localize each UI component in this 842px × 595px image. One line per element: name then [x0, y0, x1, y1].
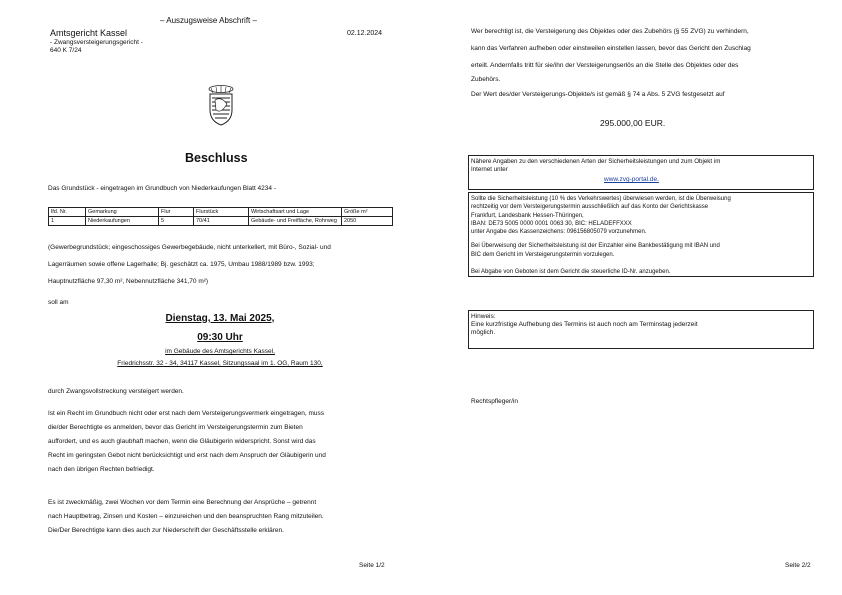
zvg-portal-link[interactable]: www.zvg-portal.de.	[604, 176, 659, 183]
page-number-left: Seite 1/2	[359, 562, 385, 569]
paragraph-line: die/der Berechtigte es anmelden, bevor das Gericht im Versteigerungstermin zum Bieten	[48, 424, 303, 431]
paragraph-aufheben	[471, 25, 816, 87]
info-box-line: Nähere Angaben zu den verschiedenen Arten der Sicherheitsleistungen und zum Objekt im	[471, 158, 721, 165]
steuer-line: Bei Abgabe von Geboten ist dem Gericht die steuerliche ID-Nr. anzugeben.	[471, 269, 671, 276]
termin-place-2: Friedrichsstr. 32 - 34, 34117 Kassel, Sitzungssaal im 1. OG, Raum 130,	[117, 360, 323, 367]
hinweis-label: Hinweis:	[471, 313, 496, 320]
table-header-cell: Wirtschaftsart und Lage	[249, 208, 342, 217]
paragraph-recht	[48, 407, 398, 477]
verkehrswert-value: 295.000,00 EUR.	[600, 118, 666, 128]
table-header-cell: Gemarkung	[86, 208, 159, 217]
paragraph-line: Recht im geringsten Gebot nicht berücksichtigt und erst nach dem Anspruch der Gläubigerin und	[48, 452, 326, 459]
paragraph-line: Zubehörs.	[471, 76, 501, 83]
table-cell: 1	[49, 217, 86, 226]
termin-date: Dienstag, 13. Mai 2025,	[165, 313, 275, 324]
hinweis-text	[471, 313, 811, 337]
soll-am-text: soll am	[48, 299, 69, 306]
court-subtitle: - Zwangsversteigerungsgericht -	[50, 39, 143, 46]
paragraph-line: kann das Verfahren aufheben oder einstweilen einstellen lassen, bevor das Gericht den Zuschlag	[471, 45, 751, 52]
hinweis-line: Eine kurzfristige Aufhebung des Termins ist auch noch am Terminstag jederzeit	[471, 321, 698, 328]
signature-label: Rechtspfleger/in	[471, 398, 518, 405]
table-header-cell: Flur	[159, 208, 194, 217]
table-cell: Gebäude- und Freifläche, Rohrweg	[249, 217, 342, 226]
termin-block	[100, 313, 340, 367]
issue-date: 02.12.2024	[347, 30, 383, 37]
property-description	[48, 241, 398, 289]
sicherheit-line: Frankfurt, Landesbank Hessen-Thüringen,	[471, 212, 584, 219]
paragraph-line: nach Hauptbetrag, Zinsen und Kosten – einzureichen und den beanspruchten Rang mitzuteilen.	[48, 513, 324, 520]
paragraph-line: nach den übrigen Rechten befriedigt.	[48, 466, 155, 473]
paragraph-line: Es ist zweckmäßig, zwei Wochen vor dem Termin eine Berechnung der Ansprüche – getrennt	[48, 499, 317, 506]
termin-place-1: im Gebäude des Amtsgerichts Kassel,	[165, 348, 275, 355]
info-box-line: Internet unter	[471, 166, 508, 173]
verkehrswert-label: Der Wert des/der Versteigerungs-Objekte/s ist gemäß § 74 a Abs. 5 ZVG festgesetzt auf	[471, 91, 725, 98]
ueberweisung-line: Bei Überweisung der Sicherheitsleistung ist der Einzahler eine Bankbestätigung mit IBAN und	[471, 243, 720, 250]
table-cell: 2050	[342, 217, 393, 226]
table-header-cell: Flurstück	[194, 208, 249, 217]
sicherheit-line: IBAN: DE73 5005 0000 0001 0063 30, BIC: HELADEFFXXX	[471, 220, 632, 227]
abschrift-heading: – Auszugsweise Abschrift –	[160, 16, 257, 25]
termin-time: 09:30 Uhr	[197, 332, 243, 343]
hinweis-box	[468, 310, 814, 349]
sicherheit-line: rechtzeitig vor dem Versteigerungstermin ausschließlich auf das Konto der Gerichtskasse	[471, 204, 709, 211]
sicherheit-text	[471, 195, 811, 276]
court-name: Amtsgericht Kassel	[50, 28, 128, 38]
paragraph-line: erteilt. Andernfalls tritt für sie/ihn der Versteigerungserlös an die Stelle des Objektes oder des	[471, 62, 739, 69]
description-line: (Gewerbegrundstück; eingeschossiges Gewerbegebäude, nicht unterkellert, mit Büro-, Sozial- und	[48, 244, 331, 251]
property-table	[48, 207, 393, 226]
table-cell: 70/41	[194, 217, 249, 226]
table-header-cell: Größe m²	[342, 208, 393, 217]
table-row	[49, 217, 393, 226]
sicherheit-line: Sollte die Sicherheitsleistung (10 % des Verkehrswertes) überwiesen werden, ist die Überweisung	[471, 196, 731, 202]
document-title: Beschluss	[185, 151, 248, 165]
intro-text: Das Grundstück - eingetragen im Grundbuch von Niederkaufungen Blatt 4234 -	[48, 185, 276, 192]
description-line: Lagerräumen sowie offene Lagerhalle; Bj. geschätzt ca. 1975, Umbau 1988/1989 bzw. 1993;	[48, 261, 315, 268]
table-cell: Niederkaufungen	[86, 217, 159, 226]
paragraph-line: Wer berechtigt ist, die Versteigerung des Objektes oder des Zubehörs (§ 55 ZVG) zu verhindern,	[471, 28, 749, 35]
description-line: Hauptnutzfläche 97,30 m², Nebennutzfläche 341,70 m²)	[48, 278, 209, 285]
page-number-right: Seite 2/2	[785, 562, 811, 569]
paragraph-line: Ist ein Recht im Grundbuch nicht oder erst nach dem Versteigerungsvermerk eingetragen, muss	[48, 410, 325, 417]
paragraph-line: auffordert, und es auch glaubhaft machen, wenn die Gläubigerin widerspricht. Sonst wird das	[48, 438, 316, 445]
paragraph-zweck	[48, 496, 398, 538]
table-cell: 5	[159, 217, 194, 226]
sicherheit-line: unter Angabe des Kassenzeichens: 096156805079 vorzunehmen.	[471, 229, 647, 236]
table-header-cell: lfd. Nr.	[49, 208, 86, 217]
sicherheit-box	[468, 192, 814, 277]
table-header-row	[49, 208, 393, 217]
zwang-text: durch Zwangsvollstreckung versteigert werden.	[48, 388, 184, 395]
ueberweisung-line: BIC dem Gericht im Versteigerungstermin vorzulegen.	[471, 251, 615, 258]
hinweis-line: möglich.	[471, 329, 496, 336]
paragraph-line: Die/Der Berechtigte kann dies auch zur Niederschrift der Geschäftsstelle erklären.	[48, 527, 284, 534]
coat-of-arms-icon	[199, 84, 243, 130]
case-number: 640 K 7/24	[50, 47, 82, 54]
info-box	[468, 155, 814, 190]
